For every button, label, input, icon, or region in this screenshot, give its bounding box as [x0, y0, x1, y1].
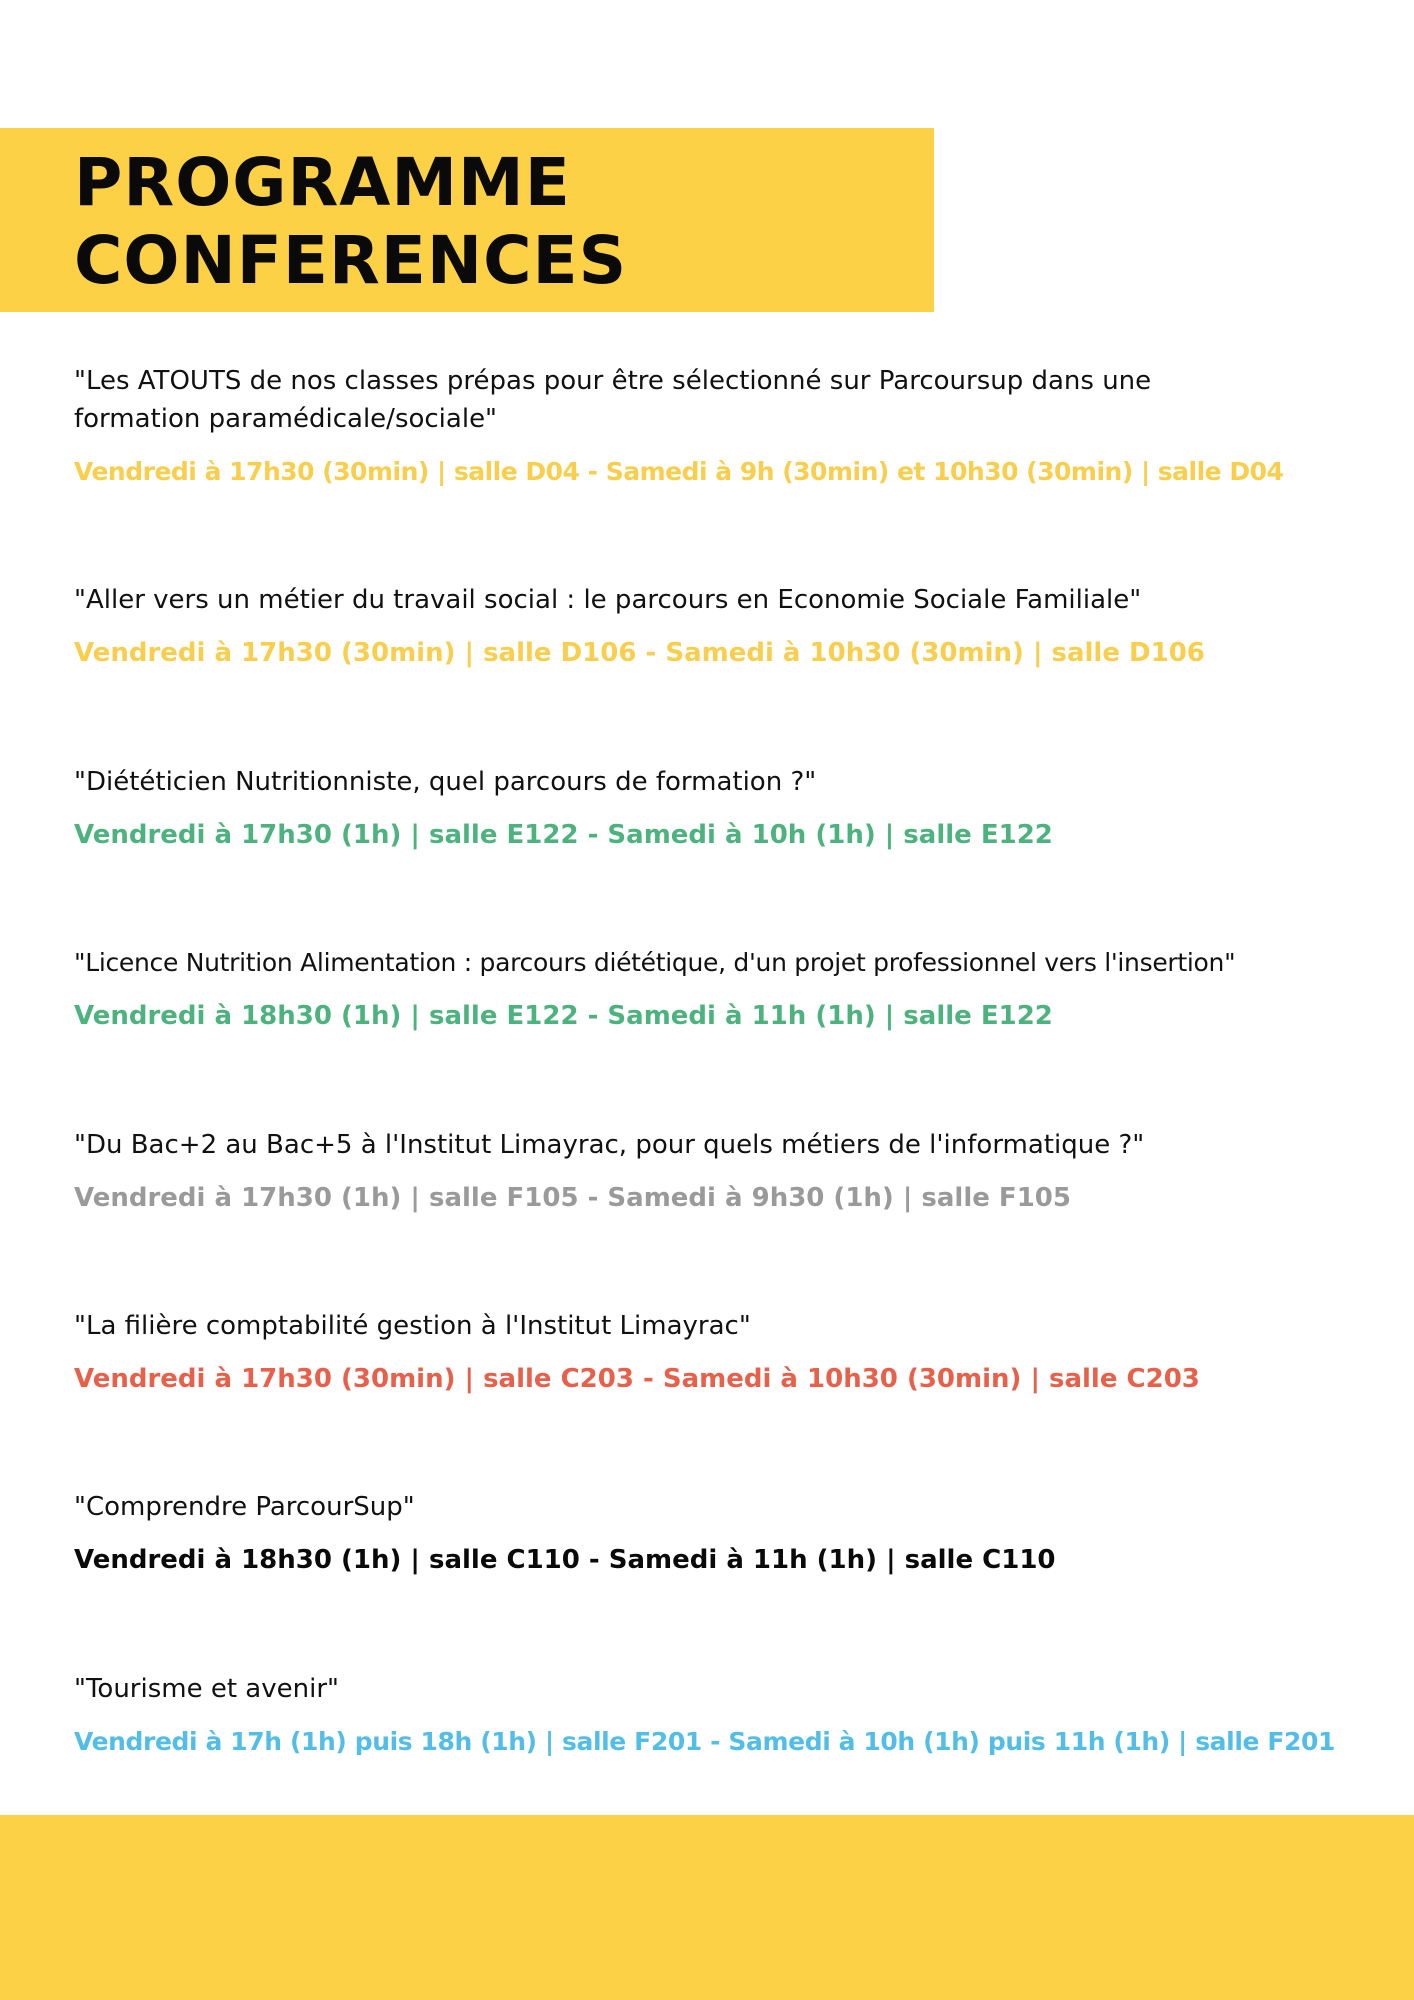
conference-title: "Comprendre ParcourSup": [74, 1492, 415, 1522]
page-title-line-1: PROGRAMME: [74, 144, 571, 221]
conference-schedule: Vendredi à 17h30 (30min) | salle C203 - Samedi à 10h30 (30min) | salle C203: [74, 1364, 1200, 1394]
conference-schedule: Vendredi à 18h30 (1h) | salle C110 - Samedi à 11h (1h) | salle C110: [74, 1545, 1056, 1575]
conference-title: "Licence Nutrition Alimentation : parcours diététique, d'un projet professionnel vers l'insertion": [74, 948, 1236, 977]
conference-title: "Les ATOUTS de nos classes prépas pour être sélectionné sur Parcoursup dans une formation paramédicale/sociale": [74, 366, 1152, 434]
conference-schedule: Vendredi à 17h30 (1h) | salle F105 - Samedi à 9h30 (1h) | salle F105: [74, 1183, 1071, 1213]
conference-schedule: Vendredi à 18h30 (1h) | salle E122 - Samedi à 11h (1h) | salle E122: [74, 1001, 1053, 1031]
conference-title: "Du Bac+2 au Bac+5 à l'Institut Limayrac, pour quels métiers de l'informatique ?": [74, 1130, 1145, 1160]
conference-title: "La filière comptabilité gestion à l'Institut Limayrac": [74, 1311, 751, 1341]
conference-item-tourisme: [74, 1670, 1374, 1760]
conference-item-parcoursup: [74, 1488, 1374, 1578]
page-title: [74, 144, 627, 300]
conference-item-licence-nutrition: [74, 944, 1374, 1034]
conference-item-informatique: [74, 1126, 1374, 1216]
conference-title: "Diététicien Nutritionniste, quel parcours de formation ?": [74, 767, 817, 797]
page-title-line-2: CONFERENCES: [74, 222, 628, 299]
conference-title: "Aller vers un métier du travail social : le parcours en Economie Sociale Familiale": [74, 585, 1142, 615]
footer-banner: [0, 1815, 1414, 2000]
conference-item-prepas: [74, 362, 1374, 490]
conference-title: "Tourisme et avenir": [74, 1674, 339, 1704]
conference-schedule: Vendredi à 17h (1h) puis 18h (1h) | salle F201 - Samedi à 10h (1h) puis 11h (1h) | salle F201: [74, 1727, 1336, 1756]
conference-schedule: Vendredi à 17h30 (1h) | salle E122 - Samedi à 10h (1h) | salle E122: [74, 820, 1053, 850]
conference-schedule: Vendredi à 17h30 (30min) | salle D04 - Samedi à 9h (30min) et 10h30 (30min) | salle D04: [74, 457, 1284, 486]
conference-schedule: Vendredi à 17h30 (30min) | salle D106 - Samedi à 10h30 (30min) | salle D106: [74, 638, 1205, 668]
conference-item-dieteticien: [74, 763, 1374, 853]
conference-item-comptabilite: [74, 1307, 1374, 1397]
conference-item-esf: [74, 581, 1374, 671]
